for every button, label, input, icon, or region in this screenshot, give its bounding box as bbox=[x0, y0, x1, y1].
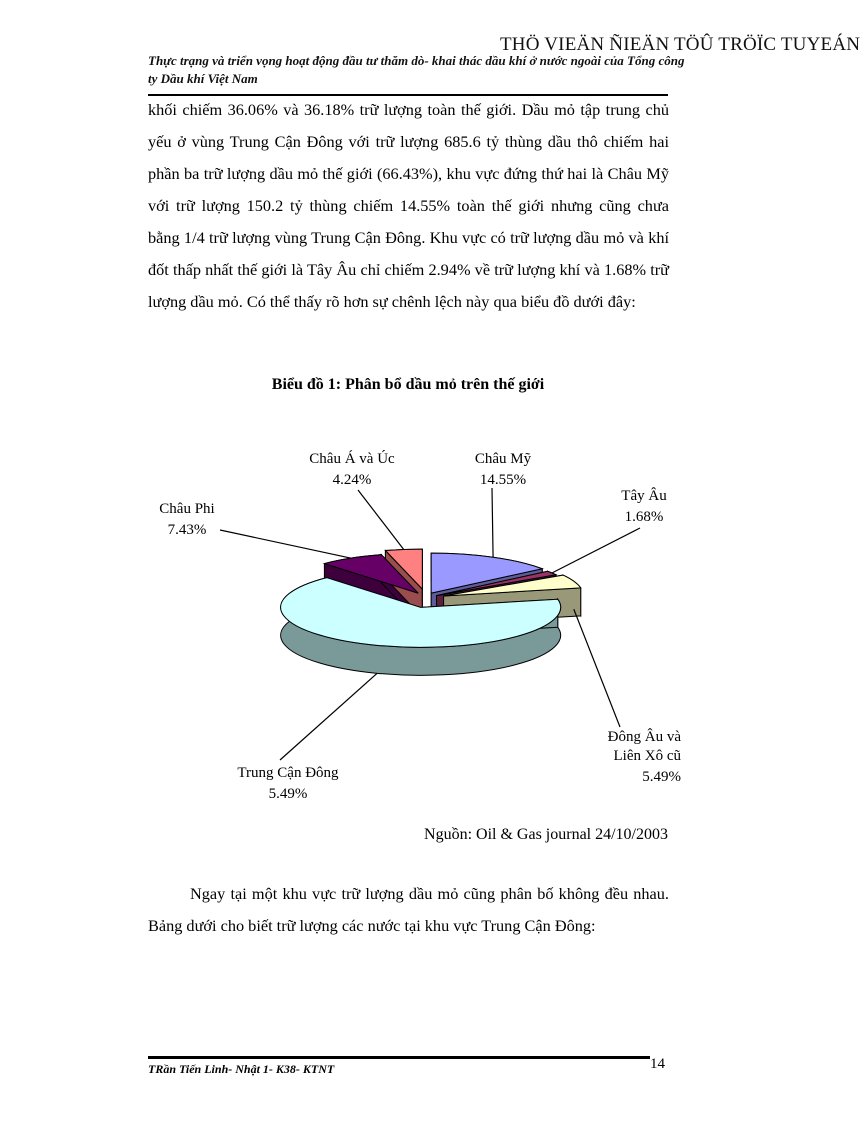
label-chau-phi-value: 7.43% bbox=[167, 522, 207, 538]
label-chau-phi-name: Châu Phi bbox=[159, 501, 215, 517]
label-chau-a-name: Châu Á và Úc bbox=[309, 451, 395, 467]
leader-line-chau-phi bbox=[220, 530, 351, 558]
label-chau-my-value: 14.55% bbox=[479, 472, 527, 488]
label-tay-au-name: Tây Âu bbox=[621, 488, 667, 504]
label-dong-au-value: 5.49% bbox=[642, 769, 681, 785]
footer-author: TRần Tiến Linh- Nhật 1- K38- KTNT bbox=[148, 1062, 335, 1076]
label-tay-au-value: 1.68% bbox=[624, 509, 664, 525]
leader-line-chau-my bbox=[492, 488, 493, 557]
leader-line-trung-can-dong bbox=[280, 673, 377, 760]
chart-source: Nguồn: Oil & Gas journal 24/10/2003 bbox=[424, 826, 668, 843]
watermark-text: THÖ VIEÄN ÑIEÄN TÖÛ TRÖÏC TUYEÁN bbox=[500, 34, 860, 55]
leader-line-chau-a-va-uc bbox=[358, 490, 404, 549]
leader-line-tay-au bbox=[552, 528, 640, 573]
label-dong-au-name-2: Liên Xô cũ bbox=[613, 748, 681, 764]
leader-line-dong-au-va-lien-xo-cu bbox=[574, 609, 620, 727]
body-paragraph-2: Ngay tại một khu vực trữ lượng dầu mỏ cũng phân bố không đều nhau. Bảng dưới cho biết trữ lượng các nước tại khu vực Trung Cận Đông: bbox=[148, 884, 669, 935]
page-header-title: Thực trạng và triển vọng hoạt động đầu tư thăm dò- khai thác dầu khí ở nước ngoài của Tổng công ty Dầu khí Việt Nam bbox=[148, 53, 685, 86]
page-number: 14 bbox=[650, 1056, 665, 1072]
body-paragraph-1: khối chiếm 36.06% và 36.18% trữ lượng toàn thế giới. Dầu mỏ tập trung chủ yếu ở vùng Trung Cận Đông với trữ lượng 685.6 tỷ thùng dầu thô chiếm hai phần ba trữ lượng dầu mỏ thế giới (66.43%), khu vực đứng thứ hai là Châu Mỹ với trữ lượng 150.2 tỷ thùng chiếm 14.55% toàn thế giới nhưng cũng chưa bằng 1/4 trữ lượng vùng Trung Cận Đông. Khu vực có trữ lượng dầu mỏ và khí đốt thấp nhất thế giới là Tây Âu chỉ chiếm 2.94% về trữ lượng khí và 1.68% trữ lượng dầu mỏ. Có thể thấy rõ hơn sự chênh lệch này qua biểu đồ dưới đây: bbox=[148, 100, 669, 311]
label-chau-my-name: Châu Mỹ bbox=[474, 451, 532, 467]
label-trung-can-dong-name: Trung Cận Đông bbox=[237, 765, 339, 781]
footer-divider bbox=[148, 1056, 650, 1059]
label-chau-a-value: 4.24% bbox=[332, 472, 372, 488]
label-trung-can-dong-value: 5.49% bbox=[268, 786, 308, 802]
label-dong-au-name: Đông Âu và bbox=[607, 729, 681, 745]
chart-caption: Biểu đồ 1: Phân bổ dầu mỏ trên thế giới bbox=[271, 376, 545, 393]
